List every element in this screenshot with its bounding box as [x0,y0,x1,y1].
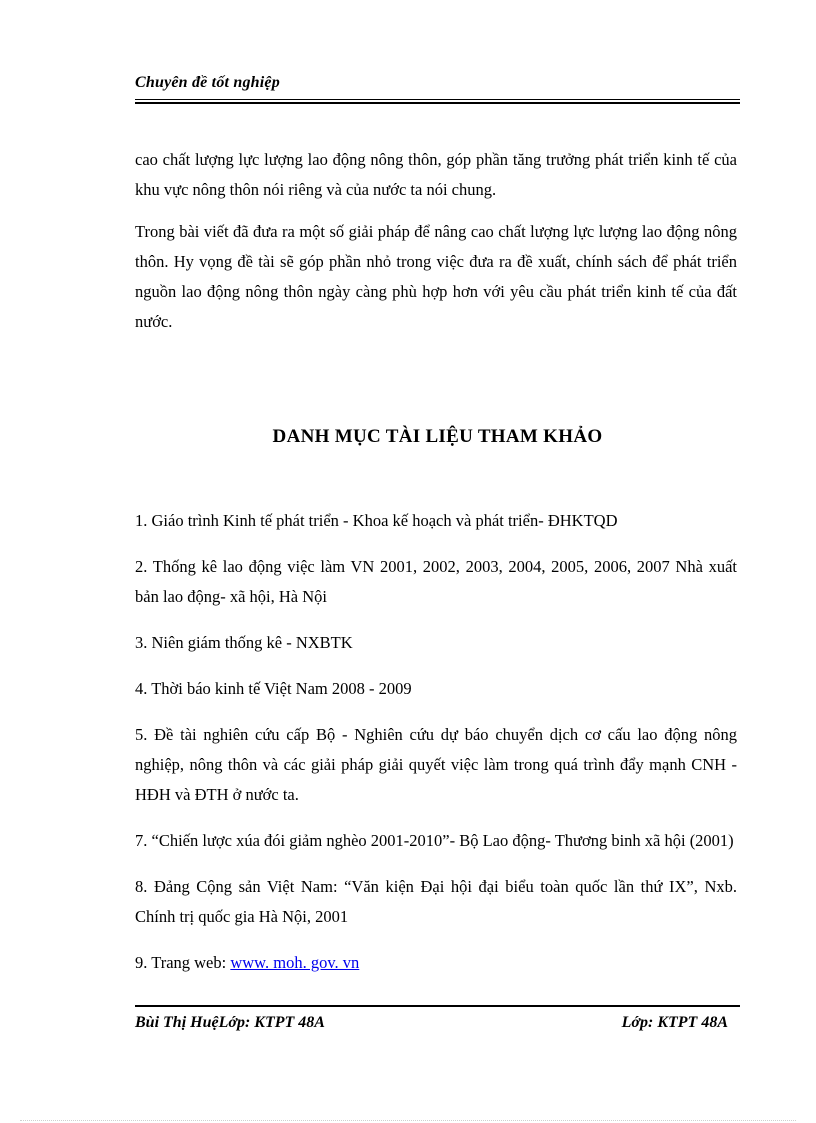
website-link[interactable]: www. moh. gov. vn [230,953,360,972]
header-rule-thick [135,102,740,104]
reference-item-7: 7. “Chiến lược xúa đói giảm nghèo 2001-2010”- Bộ Lao động- Thương binh xã hội (2001) [135,831,734,850]
footer-author-class: Bùi Thị HuệLớp: KTPT 48A [135,1014,325,1031]
reference-item-1: 1. Giáo trình Kinh tế phát triển - Khoa kế hoạch và phát triển- ĐHKTQD [135,511,618,530]
body-paragraph-2: Trong bài viết đã đưa ra một số giải pháp để nâng cao chất lượng lực lượng lao động nông thôn. Hy vọng đề tài sẽ góp phần nhỏ trong việc đưa ra đề xuất, chính sách để phát triển nguồn lao động nông thôn ngày càng phù hợp hơn với yêu cầu phát triển kinh tế của đất nước. [135,221,737,331]
reference-item-5: 5. Đề tài nghiên cứu cấp Bộ - Nghiên cứu dự báo chuyển dịch cơ cấu lao động nông nghiệp, nông thôn và các giải pháp giải quyết việc làm trong quá trình đẩy mạnh CNH - HĐH và ĐTH ở nước ta. [135,725,737,804]
reference-item-9-prefix: 9. Trang web: [135,953,231,972]
reference-item-4: 4. Thời báo kinh tế Việt Nam 2008 - 2009 [135,679,412,698]
header-rule-thin [135,99,740,100]
footer-rule [135,1005,740,1007]
footer-class: Lớp: KTPT 48A [621,1014,728,1031]
reference-item-3: 3. Niên giám thống kê - NXBTK [135,633,353,652]
reference-item-2: 2. Thống kê lao động việc làm VN 2001, 2002, 2003, 2004, 2005, 2006, 2007 Nhà xuất bản lao động- xã hội, Hà Nội [135,557,737,606]
header-title: Chuyên đề tốt nghiệp [135,74,280,91]
body-paragraph-1: cao chất lượng lực lượng lao động nông thôn, góp phần tăng trưởng phát triển kinh tế của khu vực nông thôn nói riêng và của nước ta nói chung. [135,149,737,199]
reference-item-8: 8. Đảng Cộng sản Việt Nam: “Văn kiện Đại hội đại biểu toàn quốc lần thứ IX”, Nxb. Chính trị quốc gia Hà Nội, 2001 [135,877,737,926]
references-list [135,506,737,994]
reference-item-9 [135,948,737,978]
references-heading: DANH MỤC TÀI LIỆU THAM KHẢO [272,426,603,447]
page-bottom-edge [20,1120,796,1121]
